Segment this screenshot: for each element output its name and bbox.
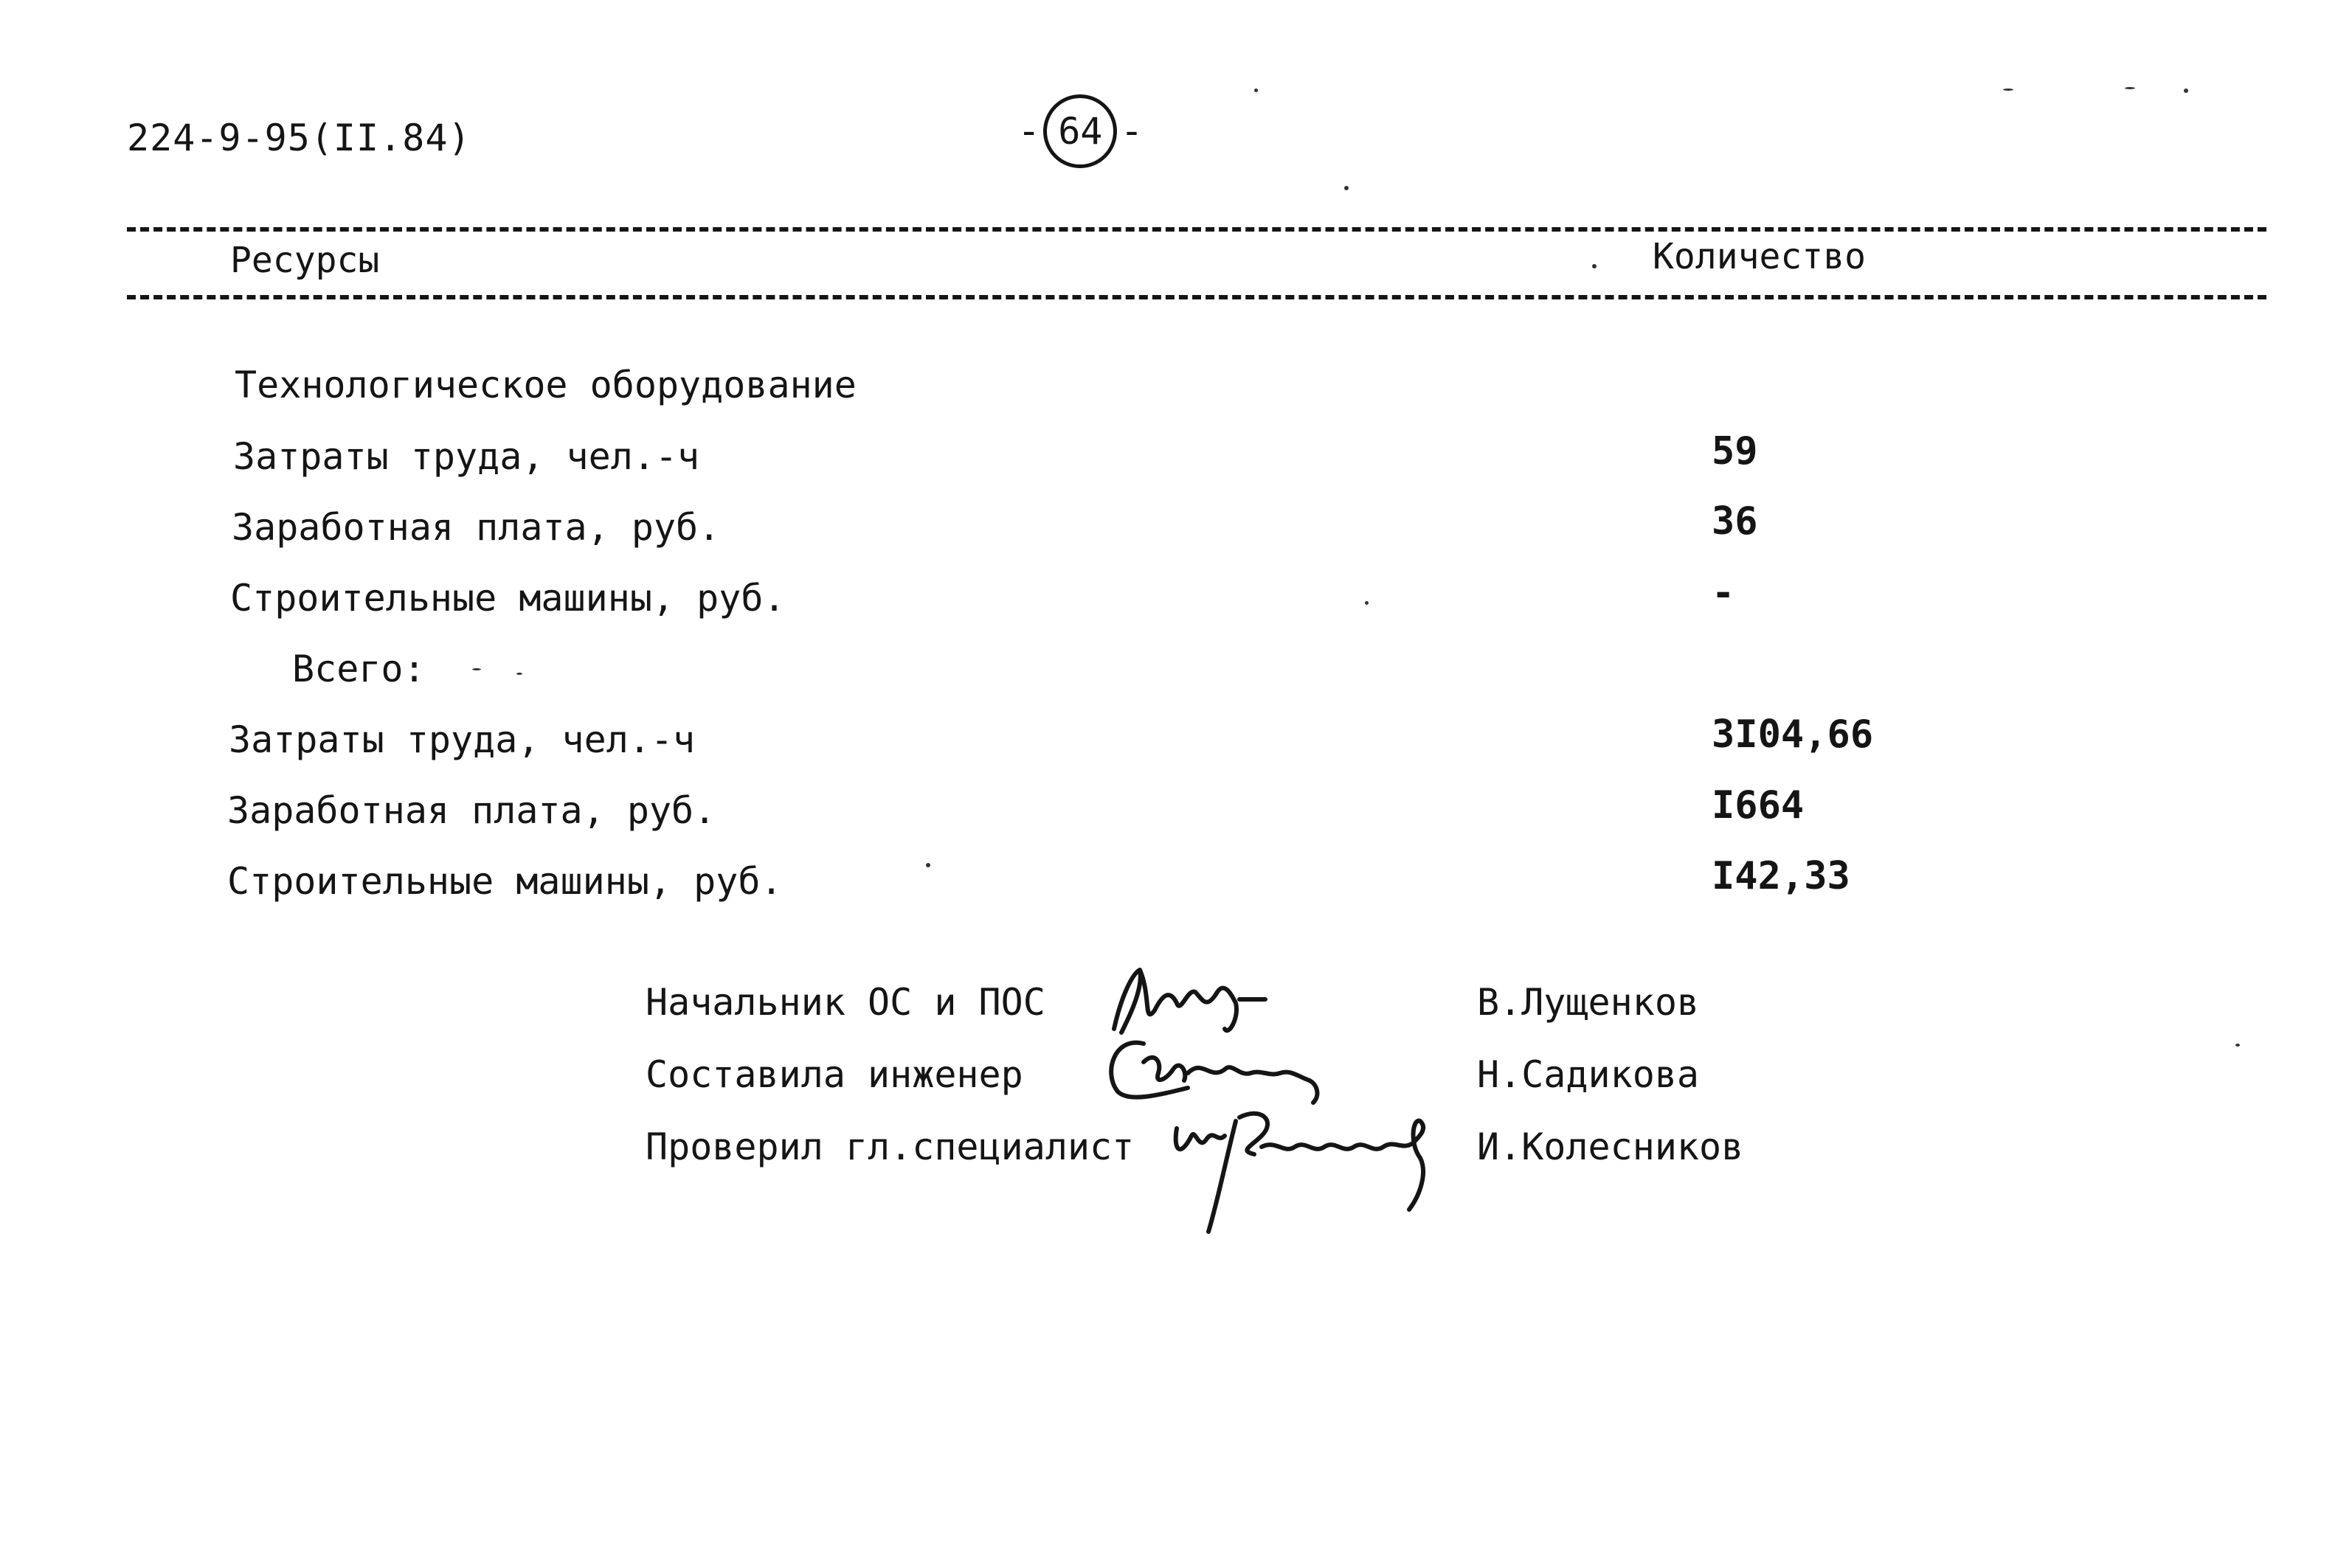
total-row-value: I664 (1712, 783, 1805, 828)
scan-speck (472, 668, 481, 670)
row-value: 36 (1712, 499, 1758, 544)
handwritten-signature-kolesnikov (1166, 1099, 1476, 1239)
signatory-role: Проверил гл.специалист (646, 1125, 1135, 1168)
column-header-resources: Ресурсы (230, 240, 380, 281)
total-row-label: Затраты труда, чел.-ч (229, 718, 696, 761)
total-row-label: Заработная плата, руб. (227, 789, 716, 832)
table-header-rule (127, 295, 2266, 299)
document-code: 224-9-95(II.84) (127, 117, 471, 159)
handwritten-signature-sadikova (1099, 1029, 1365, 1110)
signatory-role: Составила инженер (646, 1053, 1023, 1096)
row-label: Затраты труда, чел.-ч (233, 435, 700, 478)
scan-speck (2235, 1044, 2240, 1047)
scan-speck (2184, 89, 2188, 93)
scan-speck (1365, 601, 1369, 605)
row-label: Заработная плата, руб. (232, 506, 721, 549)
scan-speck (516, 673, 522, 675)
page-number (1014, 94, 1146, 168)
total-row-value: I42,33 (1712, 854, 1850, 898)
page-number-circle: 64 (1043, 94, 1117, 168)
scan-speck (2003, 89, 2013, 91)
scan-speck (2125, 87, 2135, 89)
scan-speck (926, 863, 930, 867)
total-label: Всего: (292, 648, 426, 690)
scan-speck (1344, 186, 1349, 190)
row-value: 59 (1712, 429, 1758, 473)
scan-speck (1592, 264, 1597, 268)
table-top-rule (127, 227, 2266, 232)
scan-speck (1254, 89, 1258, 92)
row-label: Строительные машины, руб. (230, 577, 786, 620)
page-number-dash-right: - (1120, 109, 1144, 153)
signatory-name: В.Лущенков (1477, 981, 1700, 1024)
total-row-value: 3I04,66 (1712, 712, 1874, 757)
page-number-dash-left: - (1017, 109, 1041, 153)
column-header-quantity: Количество (1653, 236, 1866, 277)
section-title: Технологическое оборудование (235, 364, 857, 406)
total-row-label: Строительные машины, руб. (227, 860, 783, 903)
signatory-role: Начальник ОС и ПОС (646, 981, 1045, 1024)
signatory-name: И.Колесников (1477, 1125, 1744, 1168)
row-value: - (1712, 571, 1735, 615)
signatory-name: Н.Садикова (1477, 1053, 1700, 1096)
